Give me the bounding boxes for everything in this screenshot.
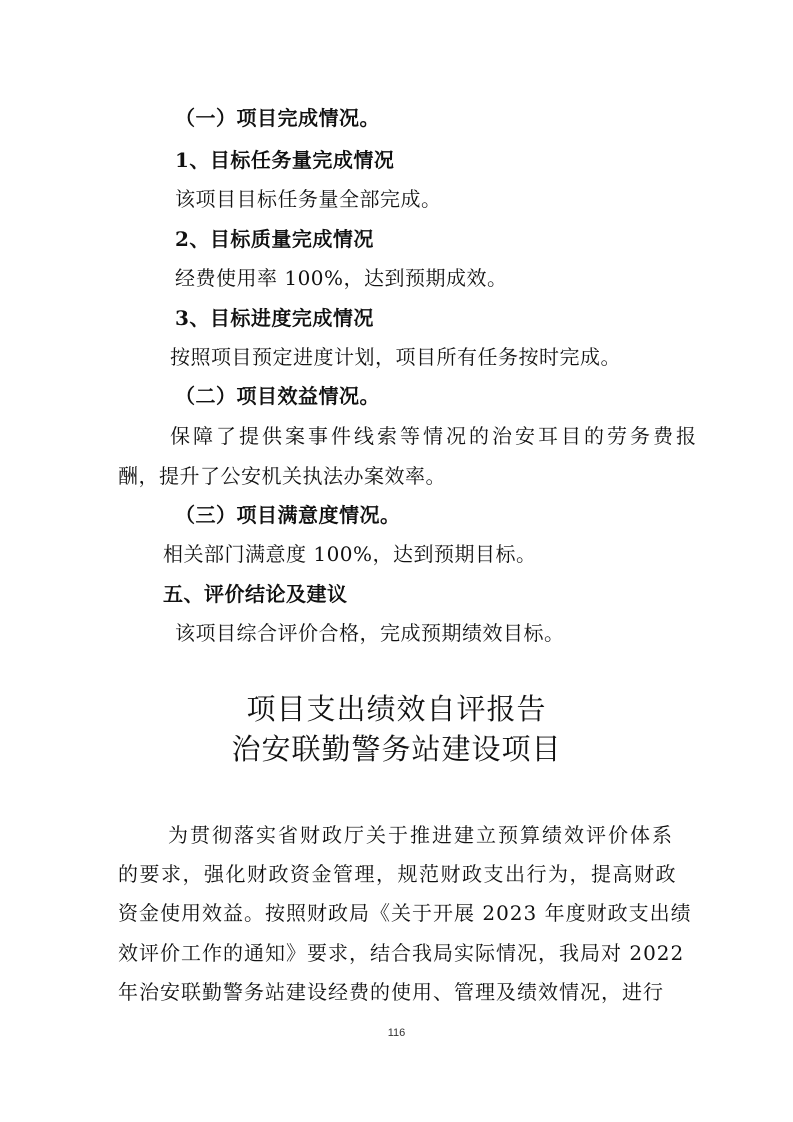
report-subtitle: 治安联勤警务站建设项目 [231,732,562,766]
intro-line: 为贯彻落实省财政厅关于推进建立预算绩效评价体系 [168,823,674,847]
subheading-task-quantity: 1、目标任务量完成情况 [175,148,395,172]
section-heading-project-completion: （一）项目完成情况。 [175,106,380,130]
section-heading-satisfaction: （三）项目满意度情况。 [175,503,401,527]
intro-line: 效评价工作的通知》要求，结合我局实际情况，我局对 2022 [118,941,685,965]
intro-line: 年治安联勤警务站建设经费的使用、管理及绩效情况，进行 [118,980,664,1004]
report-title: 项目支出绩效自评报告 [246,692,547,726]
section-heading-conclusion: 五、评价结论及建议 [163,582,348,606]
intro-line: 的要求，强化财政资金管理，规范财政支出行为，提高财政 [118,862,677,886]
subheading-quality: 2、目标质量完成情况 [175,227,374,251]
paragraph-benefits-line-2: 酬，提升了公安机关执法办案效率。 [118,464,446,488]
paragraph-conclusion: 该项目综合评价合格，完成预期绩效目标。 [175,621,565,645]
paragraph-quality: 经费使用率 100%，达到预期成效。 [175,266,508,290]
section-heading-benefits: （二）项目效益情况。 [175,384,380,408]
page-number: 116 [387,1027,406,1039]
paragraph-task-quantity: 该项目目标任务量全部完成。 [175,187,442,211]
paragraph-satisfaction: 相关部门满意度 100%，达到预期目标。 [163,542,537,566]
paragraph-benefits-line-1: 保障了提供案事件线索等情况的治安耳目的劳务费报 [170,424,699,448]
subheading-progress: 3、目标进度完成情况 [175,306,374,330]
intro-line: 资金使用效益。按照财政局《关于开展 2023 年度财政支出绩 [118,901,692,925]
paragraph-progress: 按照项目预定进度计划，项目所有任务按时完成。 [170,345,621,369]
